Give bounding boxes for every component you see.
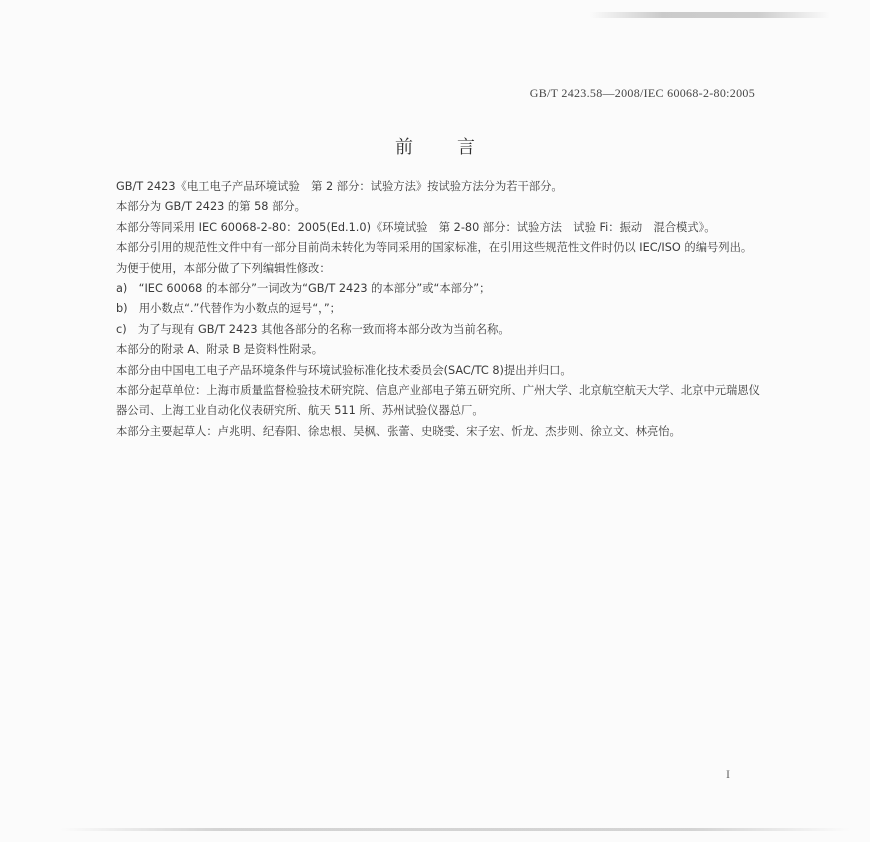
paragraph-adoption: 本部分等同采用 IEC 60068-2-80：2005(Ed.1.0)《环境试验 第 2-80 部分：试验方法 试验 Fi：振动 混合模式》。 — [116, 220, 716, 234]
paragraph-edits-intro: 为便于使用，本部分做了下列编辑性修改： — [116, 261, 331, 275]
paragraph-part-number: 本部分为 GB/T 2423 的第 58 部分。 — [116, 200, 306, 214]
paragraph-proposer: 本部分由中国电工电子产品环境条件与环境试验标准化技术委员会(SAC/TC 8)提出并归口。 — [116, 363, 572, 377]
paragraph-annexes: 本部分的附录 A、附录 B 是资料性附录。 — [116, 343, 324, 357]
paragraph-drafters: 本部分主要起草人：卢兆明、纪春阳、徐忠根、吴枫、张蕾、史晓雯、宋子宏、忻龙、杰步则、徐立文、林亮怡。 — [116, 424, 681, 438]
scan-artifact-bottom — [60, 828, 850, 831]
list-item-a: a) “IEC 60068 的本部分”一词改为“GB/T 2423 的本部分”或“本部分”； — [116, 282, 491, 296]
scan-artifact-top — [590, 12, 830, 18]
paragraph-series-intro: GB/T 2423《电工电子产品环境试验 第 2 部分：试验方法》按试验方法分为若干部分。 — [116, 180, 563, 193]
preface-body — [94, 177, 766, 442]
paragraph-drafting-units: 本部分起草单位：上海市质量监督检验技术研究院、信息产业部电子第五研究所、广州大学、北京航空航天大学、北京中元瑞恩仪器公司、上海工业自动化仪表研究所、航天 511 所、苏州试验仪器总厂。 — [116, 384, 760, 418]
paragraph-normative-refs: 本部分引用的规范性文件中有一部分目前尚未转化为等同采用的国家标准，在引用这些规范性文件时仍以 IEC/ISO 的编号列出。 — [116, 241, 753, 255]
standard-number-header: GB/T 2423.58—2008/IEC 60068-2-80:2005 — [529, 86, 755, 100]
page-number: I — [726, 767, 730, 781]
list-item-b: b) 用小数点“.”代替作为小数点的逗号“，”； — [116, 302, 341, 316]
list-item-c: c) 为了与现有 GB/T 2423 其他各部分的名称一致而将本部分改为当前名称。 — [116, 322, 510, 336]
page-title: 前言 — [395, 137, 519, 158]
